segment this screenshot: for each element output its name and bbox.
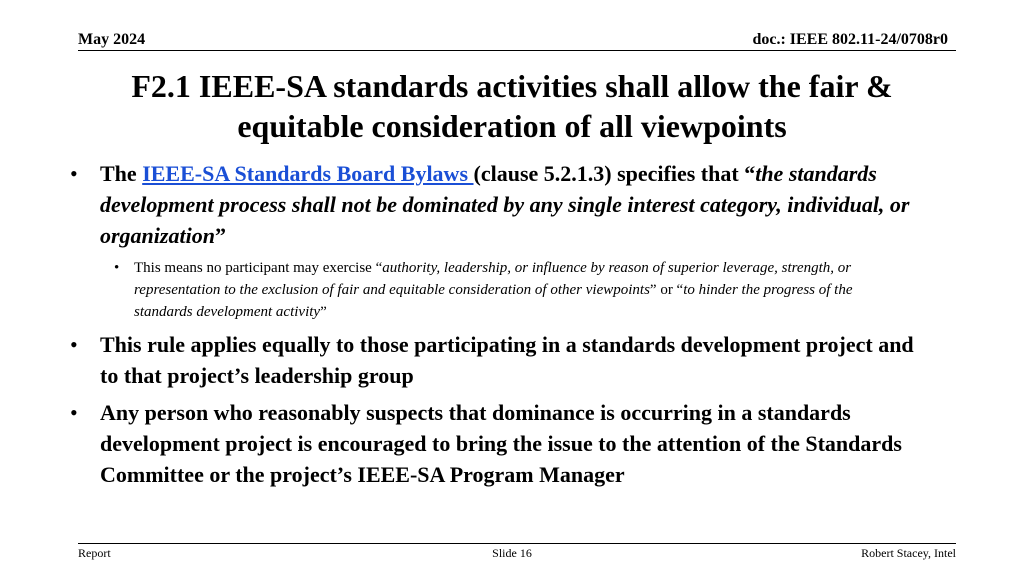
sub-bullet-suffix: ”	[320, 304, 327, 320]
slide-title	[60, 66, 964, 146]
sub-bullet-prefix: This means no participant may exercise “	[134, 260, 383, 276]
bullet-report-dominance	[70, 397, 934, 490]
bullet-rule-applies	[70, 329, 934, 391]
bullet-report-dominance-text: Any person who reasonably suspects that dominance is occurring in a standards development project is encouraged to bring the issue to the attention of the Standards Committee or the project’s IEEE-SA Program Manager	[100, 400, 902, 487]
sub-bullet-participant	[114, 257, 914, 323]
bullet-bylaws-mid: (clause 5.2.1.3) specifies that “	[473, 161, 756, 186]
header-rule	[78, 50, 956, 51]
footer-left: Report	[78, 546, 111, 560]
title-line-2: equitable consideration of all viewpoints	[237, 108, 787, 144]
bullet-rule-applies-text: This rule applies equally to those participating in a standards development project and to that project’s leadership group	[100, 332, 914, 388]
footer-author: Robert Stacey, Intel	[861, 546, 956, 560]
sub-bullet-marker: •	[114, 260, 120, 276]
bullet-bylaws-quote: the standards development process shall not be dominated by any single interest category, individual, or organization	[100, 161, 910, 248]
slide-body	[70, 158, 934, 496]
footer-slide-number: Slide 16	[492, 546, 532, 560]
bylaws-link[interactable]: IEEE-SA Standards Board Bylaws	[142, 161, 474, 186]
bullet-bylaws-prefix: The	[100, 161, 143, 186]
footer-rule	[78, 543, 956, 544]
bullet-marker: •	[70, 161, 78, 186]
header-doc-id: doc.: IEEE 802.11-24/0708r0	[752, 31, 948, 48]
bullet-bylaws-suffix: ”	[214, 223, 226, 248]
sub-bullet-mid: ” or “	[649, 282, 684, 298]
bullet-marker: •	[70, 332, 78, 357]
bullet-bylaws	[70, 158, 934, 251]
sub-bullet-quote-1: authority, leadership, or influence by reason of superior leverage, strength, or representation to the exclusion of fair and equitable consideration of other viewpoints	[134, 260, 852, 298]
sub-bullet-quote-2: to hinder the progress of the standards development activity	[134, 282, 853, 320]
bullet-marker: •	[70, 400, 78, 425]
header-date: May 2024	[78, 31, 146, 48]
title-line-1: F2.1 IEEE-SA standards activities shall allow the fair &	[131, 68, 893, 104]
